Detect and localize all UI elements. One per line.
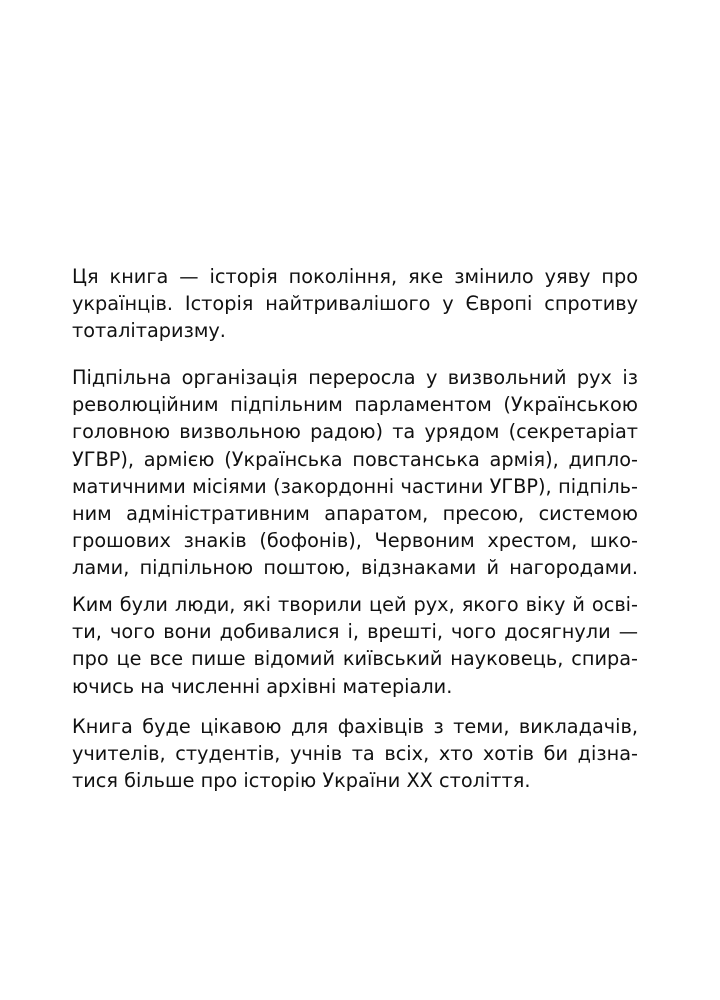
text-line: про це все пише відомий київський науковець, спира-	[72, 647, 638, 671]
text-line: ючись на численні архівні матеріали.	[72, 674, 453, 698]
text-line: тися більше про історію України ХХ століття.	[72, 769, 531, 793]
text-line: головною визвольною радою) та урядом (секретаріат	[72, 420, 638, 444]
text-line: Ким були люди, які творили цей рух, якого віку й осві-	[72, 593, 638, 616]
text-line: українців. Історія найтривалішого у Європі спротиву	[72, 292, 638, 316]
text-line: матичними місіями (закордонні частини УГВР), підпіль-	[72, 474, 638, 498]
paragraph-4	[72, 713, 638, 795]
paragraph-2	[72, 364, 638, 582]
paragraph-1	[72, 263, 638, 345]
text-line: Підпільна організація переросла у визвольний рух із	[72, 366, 638, 389]
text-line: учителів, студентів, учнів та всіх, хто хотів би дізна-	[72, 742, 638, 766]
paragraph-3	[72, 591, 638, 700]
text-line: Книга буде цікавою для фахівців з теми, викладачів,	[72, 715, 638, 738]
text-line: Ця книга — історія покоління, яке змінило уяву про	[72, 265, 638, 288]
text-line: ним адміністративним апаратом, пресою, системою	[72, 502, 638, 526]
text-line: лами, підпільною поштою, відзнаками й нагородами.	[72, 556, 638, 580]
text-line: грошових знаків (бофонів), Червоним хрестом, шко-	[72, 529, 638, 553]
text-line: революційним підпільним парламентом (Українською	[72, 393, 638, 417]
text-line: ти, чого вони добивалися і, врешті, чого досягнули —	[72, 620, 638, 644]
text-line: УГВР), армією (Українська повстанська армія), дипло-	[72, 447, 638, 471]
text-line: тоталітаризму.	[72, 319, 226, 343]
